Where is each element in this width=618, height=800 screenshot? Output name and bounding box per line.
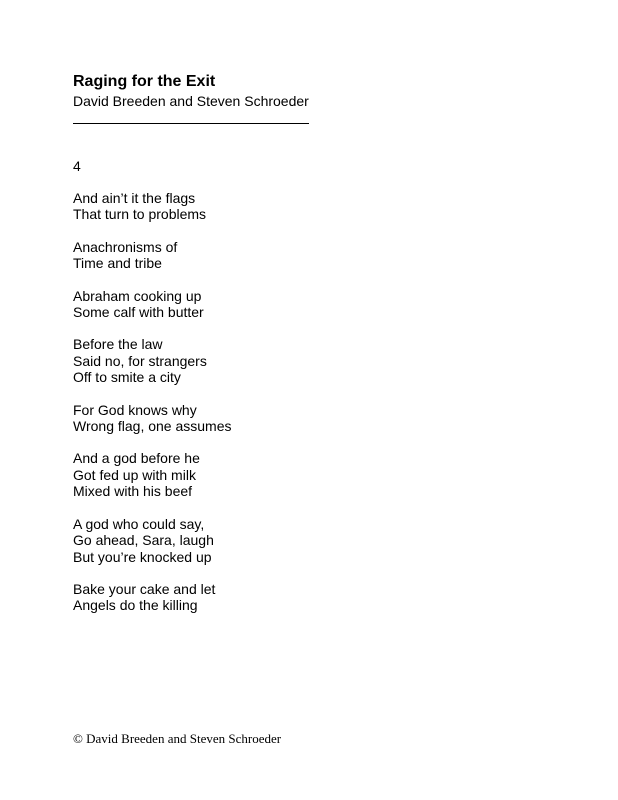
poem-line: Before the law — [73, 336, 163, 353]
poem-line: Bake your cake and let — [73, 580, 216, 597]
poem-title: Raging for the Exit — [73, 73, 216, 90]
poem-line: Wrong flag, one assumes — [73, 418, 232, 435]
stanza — [73, 581, 553, 614]
stanza — [73, 450, 553, 499]
poem-line: For God knows why — [73, 401, 197, 418]
title-divider — [73, 123, 309, 124]
poem-line: That turn to problems — [73, 206, 207, 223]
poem-line: Mixed with his beef — [73, 483, 193, 500]
poem-line: And ain’t it the flags — [73, 190, 196, 206]
poem-line: A god who could say, — [73, 515, 205, 532]
poem-body — [73, 190, 553, 614]
poem-line: And a god before he — [73, 450, 200, 467]
stanza — [73, 336, 553, 385]
stanza — [73, 516, 553, 565]
stanza — [73, 190, 553, 223]
stanza — [73, 239, 553, 272]
poem-line: Angels do the killing — [73, 597, 198, 614]
poem-line: Go ahead, Sara, laugh — [73, 532, 214, 549]
poem-page — [73, 72, 553, 630]
poem-authors: David Breeden and Steven Schroeder — [73, 93, 309, 109]
stanza — [73, 288, 553, 321]
copyright-footer: © David Breeden and Steven Schroeder — [73, 731, 282, 746]
poem-line: Anachronisms of — [73, 238, 178, 255]
poem-line: Some calf with butter — [73, 304, 204, 321]
poem-line: Got fed up with milk — [73, 466, 196, 483]
section-number: 4 — [73, 158, 81, 174]
stanza — [73, 402, 553, 435]
poem-line: Abraham cooking up — [73, 287, 202, 304]
poem-line: Said no, for strangers — [73, 352, 207, 369]
poem-line: Time and tribe — [73, 255, 162, 272]
poem-line: Off to smite a city — [73, 369, 181, 386]
poem-line: But you’re knocked up — [73, 548, 212, 565]
